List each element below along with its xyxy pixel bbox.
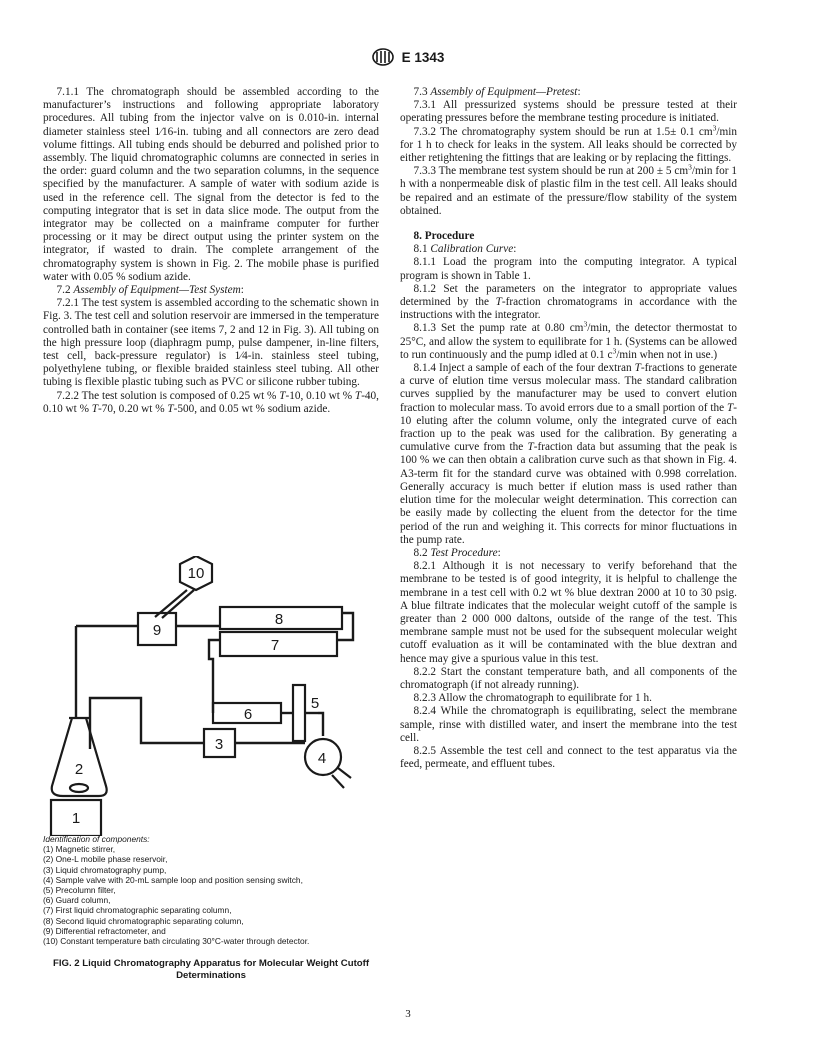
legend-item: (3) Liquid chromatography pump, (43, 864, 167, 875)
figure-legend (43, 834, 379, 946)
tube-filter-to-valve (318, 713, 323, 736)
label-2: 2 (74, 761, 84, 778)
legend-item: (1) Magnetic stirrer, (43, 844, 116, 855)
label-8: 8 (274, 611, 284, 628)
legend-heading: Identification of components: (43, 834, 150, 844)
legend-item: (8) Second liquid chromatographic separating column, (43, 915, 244, 926)
tube-col8-to-col7 (337, 613, 353, 640)
valve-handle-2 (332, 775, 344, 788)
label-1: 1 (71, 810, 81, 827)
para-7-2-2: 7.2.2 The test solution is composed of 0.25 wt % T-10, 0.10 wt % T-40, 0.10 wt % T-70, 0.20 wt % T-500, and 0.05 wt % sodium azide. (43, 389, 379, 415)
legend-item: (5) Precolumn filter, (43, 885, 116, 896)
legend-item: (6) Guard column, (43, 895, 111, 906)
label-3: 3 (214, 736, 224, 753)
left-column (43, 86, 379, 416)
label-7: 7 (270, 637, 280, 654)
legend-item: (10) Constant temperature bath circulating 30°C-water through detector. (43, 936, 310, 947)
label-6: 6 (243, 706, 253, 723)
para-8-2-3: 8.2.3 Allow the chromatograph to equilibrate for 1 h. (413, 692, 652, 705)
para-8-1-2: 8.1.2 Set the parameters on the integrator to appropriate values determined by the T-fraction chromatograms in accordance with the instructions with the integrator. (400, 282, 737, 322)
standard-designation: E 1343 (401, 49, 445, 65)
para-7-3-3: 7.3.3 The membrane test system should be run at 200 ± 5 $cm^3/\min$ for 1 h with a nonpermeable disk of plastic film in the test cell. All leaks should be repaired and an estimate of the pressure/flow stability of the system obtained. (400, 162, 738, 217)
section-8-1-heading: 8.1 Calibration Curve: (413, 243, 517, 256)
para-8-1-1: 8.1.1 Load the program into the computing integrator. A typical program is shown in Table 1. (400, 256, 737, 282)
label-9: 9 (152, 622, 162, 639)
label-5: 5 (310, 695, 320, 712)
section-8-heading: 8. Procedure (413, 230, 475, 243)
figure-caption: FIG. 2 Liquid Chromatography Apparatus for Molecular Weight Cutoff Determinations (52, 958, 370, 981)
para-8-1-3: 8.1.3 Set the pump rate at 0.80 $cm^3/\min$, the detector thermostat to 25°C, and allow the system to equilibrate for 1 h. (Systems can be allowed to run continuously and the pump idled at 0.1 $c^3/\min$ when not in use.) (400, 319, 737, 361)
section-7-3-heading: 7.3 Assembly of Equipment—Pretest: (413, 86, 581, 98)
para-7-3-1: 7.3.1 All pressurized systems should be pressure tested at their operating pressures before the membrane testing procedure is initiated. (400, 99, 737, 125)
para-8-2-5: 8.2.5 Assemble the test cell and connect to the test apparatus via the feed, permeate, and effluent tubes. (400, 744, 737, 771)
legend-item: (7) First liquid chromatographic separating column, (43, 905, 232, 916)
legend-item: (9) Differential refractometer, and (43, 925, 166, 936)
filter-5 (293, 685, 305, 741)
para-8-1-4: 8.1.4 Inject a sample of each of the four dextran T-fractions to generate a curve of elution time versus molecular mass. The standard calibration curves supplied by the manufacturer may be used to convert elution fraction to molecular mass. To avoid errors due to a small portion of the T-10 eluting after the column volume, only the integrated curve of each fraction up to the peak was used for the calibration. By generating a cumulative curve from the T-fraction data but assuming that the peak is 100 % we can then obtain a calibration curve such as that shown in Fig. 4. A3-term fit for the standard curve was obtained with 0.998 correlation. Generally accuracy is much better if elution mass is used rather than elution time for the molecular weight determination. This correction can be easily made by collecting the eluent from the detector for the time period of the run and weighing it. This corrects for minor fluctuations in the pump rate. (400, 362, 738, 546)
stir-bar (70, 784, 88, 792)
page-number: 3 (405, 1008, 411, 1020)
para-8-2-4: 8.2.4 While the chromatograph is equilibrating, select the membrane sample, rinse with distilled water, and insert the membrane into the test cell. (400, 705, 737, 744)
right-column (400, 86, 737, 771)
legend-item: (4) Sample valve with 20-mL sample loop and position sensing switch, (43, 874, 303, 885)
label-4: 4 (317, 750, 327, 767)
para-7-1-1: 7.1.1 The chromatograph should be assembled according to the manufacturer’s instructions and following appropriate laboratory procedures. All tubing from the injector valve on is 0.010-in. internal diameter stainless steel 1⁄16-in. tubing and all connectors are zero dead volume fittings. All tubing ends should be deburred and polished prior to assembly. The liquid chromatographic columns are connected in series in the order: guard column and the two separation columns, in the sequence specified by the manufacturer. A sample of water with sodium azide is used in the reference cell. The signal from the detector is fed to the computing integrator that is set in data slice mode. The output from the integrator may be collected on a mainframe computer for further processing or it may be direct output using the printer system on the integrator, if wasted to drain. The complete arrangement of the chromatography system is shown in Fig. 2. The mobile phase is purified water with 0.05 % sodium azide. (43, 86, 379, 283)
label-10: 10 (187, 565, 205, 582)
page-header (0, 48, 816, 66)
para-7-3-2: 7.3.2 The chromatography system should be run at 1.5± 0.1 $cm^3/\min$ for 1 h to check for leaks in the system. All leaks should be corrected by either retightening the fittings that are leaking or by replacing the fittings. (400, 122, 737, 165)
section-8-2-heading: 8.2 Test Procedure: (413, 546, 501, 559)
astm-logo-icon (372, 48, 394, 66)
para-8-2-1: 8.2.1 Although it is not necessary to verify beforehand that the membrane to be tested is of good integrity, it is helpful to challenge the membrane in a test cell with 0.2 wt % blue dextran 2000 at 10 to 30 psig. A blue filtrate indicates that the molecular weight cutoff of the sample is greater than 2 000 000 daltons, outside of the range of the test. This membrane sample must not be used for the subsequent molecular weight cutoff evaluation as it will be contaminated with the blue dextran and hence may give a spurious value in this test. (400, 560, 737, 665)
valve-handle-1 (338, 768, 351, 778)
legend-item: (2) One-L mobile phase reservoir, (43, 854, 168, 865)
para-8-2-2: 8.2.2 Start the constant temperature bath, and all components of the chromatograph (if not already running). (400, 665, 737, 691)
tube-reservoir-to-pump (90, 698, 204, 749)
section-7-2-heading: 7.2 Assembly of Equipment—Test System: (56, 284, 244, 297)
chromatography-apparatus-diagram (43, 556, 379, 836)
para-7-2-1: 7.2.1 The test system is assembled according to the schematic shown in Fig. 3. The test cell and solution reservoir are immersed in the temperature controlled bath in container (see items 7, 2 and 12 in Fig. 3). All tubing on the high pressure loop (diaphragm pump, pulse dampener, in-line filters, test cell, back-pressure regulator) is 1⁄4-in. stainless steel tubing, polyethylene tubing, or flexible braided stainless steel tubing. All other tubing is flexible plastic tubing such as PVC or silicone rubber tubing. (43, 297, 379, 389)
